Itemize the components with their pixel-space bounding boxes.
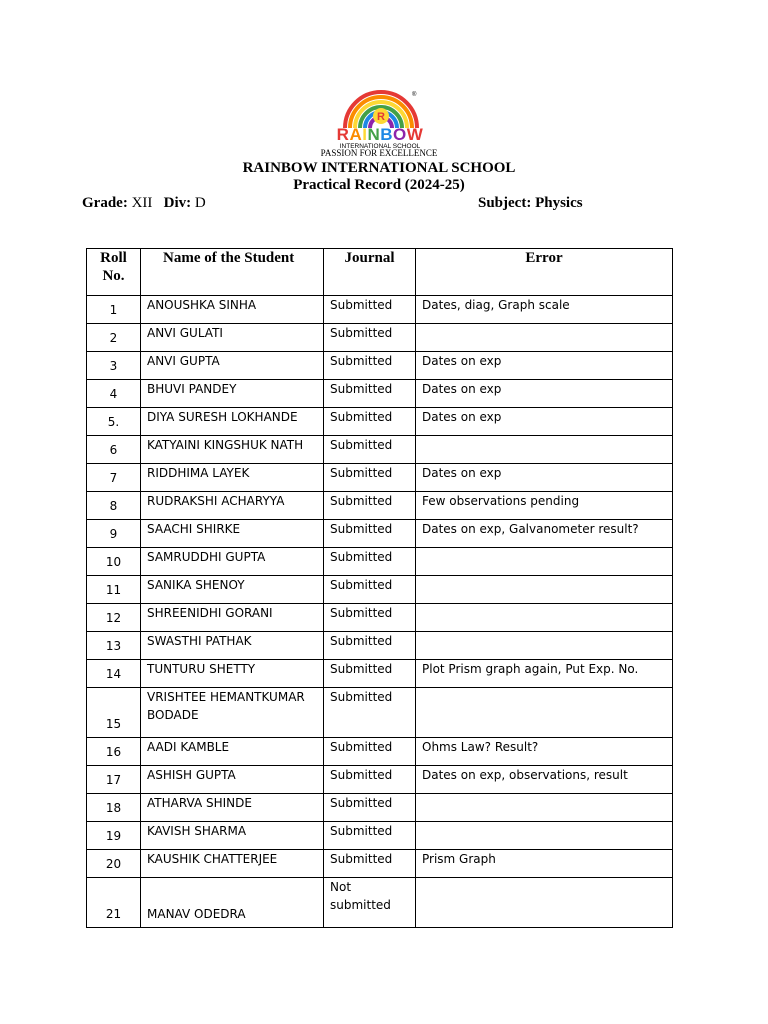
name-cell: SWASTHI PATHAK [141,632,324,660]
logo-subtitle: INTERNATIONAL SCHOOL [339,143,421,150]
journal-cell: Submitted [324,352,416,380]
record-title: Practical Record (2024-25) [293,177,465,193]
roll-cell: 9 [87,520,141,548]
roll-cell: 21 [87,878,141,928]
roll-cell: 2 [87,324,141,352]
journal-cell: Not submitted [324,878,416,928]
roll-cell: 12 [87,604,141,632]
error-cell: Dates, diag, Graph scale [416,296,673,324]
table-row [87,324,673,352]
journal-cell: Submitted [324,464,416,492]
journal-cell: Submitted [324,688,416,738]
journal-cell: Submitted [324,492,416,520]
journal-cell: Submitted [324,520,416,548]
roll-cell: 11 [87,576,141,604]
journal-cell: Submitted [324,660,416,688]
roll-cell: 20 [87,850,141,878]
name-cell: SANIKA SHENOY [141,576,324,604]
error-cell [416,604,673,632]
error-cell [416,632,673,660]
table-row [87,822,673,850]
error-cell [416,548,673,576]
name-cell: KAUSHIK CHATTERJEE [141,850,324,878]
journal-cell: Submitted [324,794,416,822]
table-row [87,738,673,766]
rainbow-arc-icon [330,86,432,130]
error-cell [416,324,673,352]
name-cell: ASHISH GUPTA [141,766,324,794]
journal-cell: Submitted [324,822,416,850]
roll-cell: 8 [87,492,141,520]
journal-cell: Submitted [324,548,416,576]
roll-cell: 17 [87,766,141,794]
roll-cell: 6 [87,436,141,464]
journal-cell: Submitted [324,436,416,464]
subject-label: Subject: [478,195,532,211]
table-row [87,878,673,928]
table-row [87,548,673,576]
roll-cell: 4 [87,380,141,408]
roll-cell: 14 [87,660,141,688]
subject-value: Physics [535,195,583,211]
table-row [87,436,673,464]
table-row [87,408,673,436]
name-cell: RUDRAKSHI ACHARYYA [141,492,324,520]
error-cell: Few observations pending [416,492,673,520]
error-cell [416,794,673,822]
name-cell: ANVI GULATI [141,324,324,352]
header-error: Error [416,249,673,296]
table-row [87,296,673,324]
name-cell: RIDDHIMA LAYEK [141,464,324,492]
name-cell: ANVI GUPTA [141,352,324,380]
header-journal: Journal [324,249,416,296]
practical-record-table [86,248,673,928]
error-cell: Plot Prism graph again, Put Exp. No. [416,660,673,688]
roll-cell: 18 [87,794,141,822]
error-cell [416,878,673,928]
logo-word: RAINBOW [336,125,424,144]
name-cell: SHREENIDHI GORANI [141,604,324,632]
error-cell [416,822,673,850]
name-cell: AADI KAMBLE [141,738,324,766]
journal-cell: Submitted [324,296,416,324]
name-cell: SAMRUDDHI GUPTA [141,548,324,576]
name-cell: TUNTURU SHETTY [141,660,324,688]
logo-letter: R [377,111,385,123]
table-row [87,632,673,660]
div-value: D [194,195,206,211]
table-row [87,794,673,822]
table-row [87,352,673,380]
error-cell: Dates on exp [416,380,673,408]
error-cell: Ohms Law? Result? [416,738,673,766]
roll-cell: 13 [87,632,141,660]
table-header-row [87,249,673,296]
name-cell: KAVISH SHARMA [141,822,324,850]
table-row [87,604,673,632]
error-cell [416,576,673,604]
error-cell: Prism Graph [416,850,673,878]
error-cell [416,436,673,464]
header-name: Name of the Student [141,249,324,296]
journal-cell: Submitted [324,850,416,878]
journal-cell: Submitted [324,576,416,604]
table-row [87,850,673,878]
roll-cell: 3 [87,352,141,380]
table-row [87,688,673,738]
tagline: PASSION FOR EXCELLENCE [320,148,438,158]
name-cell: DIYA SURESH LOKHANDE [141,408,324,436]
roll-cell: 16 [87,738,141,766]
name-cell: BHUVI PANDEY [141,380,324,408]
error-cell: Dates on exp [416,408,673,436]
journal-cell: Submitted [324,604,416,632]
journal-cell: Submitted [324,738,416,766]
table-row [87,464,673,492]
name-cell: VRISHTEE HEMANTKUMAR BODADE [141,688,324,738]
subject-line [478,195,583,212]
error-cell: Dates on exp [416,464,673,492]
journal-cell: Submitted [324,380,416,408]
name-cell: KATYAINI KINGSHUK NATH [141,436,324,464]
roll-cell: 10 [87,548,141,576]
table-row [87,492,673,520]
roll-cell: 7 [87,464,141,492]
name-cell: MANAV ODEDRA [141,878,324,928]
journal-cell: Submitted [324,632,416,660]
div-label: Div: [163,195,192,211]
name-cell: ATHARVA SHINDE [141,794,324,822]
school-name: RAINBOW INTERNATIONAL SCHOOL [242,160,516,176]
roll-cell: 19 [87,822,141,850]
name-cell: ANOUSHKA SINHA [141,296,324,324]
journal-cell: Submitted [324,408,416,436]
grade-label: Grade: [82,195,128,211]
error-cell [416,688,673,738]
error-cell: Dates on exp, observations, result [416,766,673,794]
grade-div-line [82,195,206,212]
name-cell: SAACHI SHIRKE [141,520,324,548]
table-row [87,766,673,794]
registered-mark: ® [412,92,417,98]
header-roll: Roll No. [87,249,141,296]
table-body [87,296,673,928]
error-cell: Dates on exp [416,352,673,380]
table-row [87,520,673,548]
grade-value: XII [131,195,153,211]
journal-cell: Submitted [324,766,416,794]
roll-cell: 1 [87,296,141,324]
roll-cell: 5. [87,408,141,436]
error-cell: Dates on exp, Galvanometer result? [416,520,673,548]
roll-cell: 15 [87,688,141,738]
table-row [87,660,673,688]
table-row [87,380,673,408]
journal-cell: Submitted [324,324,416,352]
table-row [87,576,673,604]
school-logo [330,86,432,152]
